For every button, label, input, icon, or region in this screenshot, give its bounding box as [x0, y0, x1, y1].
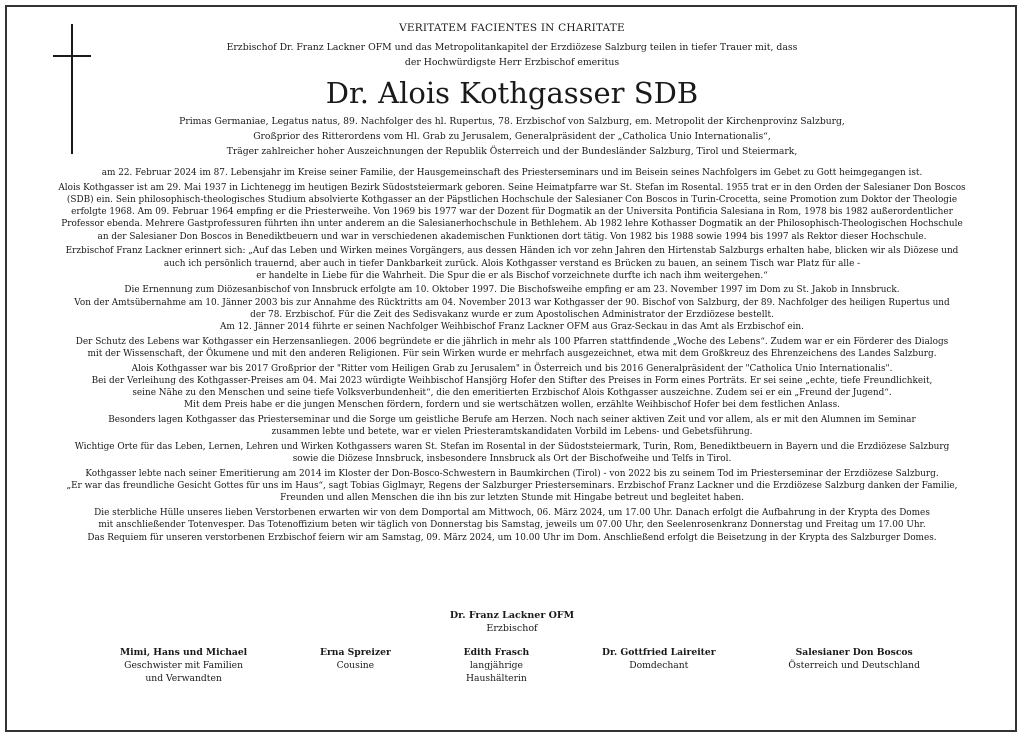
paragraph-line: Besonders lagen Kothgasser das Priesterseminar und die Sorge um geistliche Berufe am Herzen. Noch nach seiner aktiven Zeit und vor allem, als er mit den Alumnen im Seminar — [108, 415, 916, 426]
title-line: Großprior des Ritterordens vom Hl. Grab zu Jerusalem, Generalpräsident der „Catholica Unio Internationalis“, — [253, 131, 771, 142]
paragraph — [25, 507, 999, 544]
paragraph-line: Freunden und allen Menschen die ihn bis zur letzten Stunde mit Hingabe betreut und begleitet haben. — [280, 493, 744, 504]
paragraph — [25, 336, 999, 361]
paragraph-line: zusammen lebte und betete, war er vielen Priesteramtskandidaten Vorbild im Lebens- und Gebetsführung. — [271, 427, 753, 438]
paragraph-line: auch ich persönlich trauernd, aber auch in tiefer Dankbarkeit zurück. Alois Kothgasser verstand es Brücken zu bauen, an seinem Tisch war Platz für alle - — [163, 258, 861, 269]
paragraph-line: seine Nähe zu den Menschen und seine tiefe Volksverbundenheit“, die den emeritierten Erzbischof Alois Kothgasser auszeichne. Zudem sei er ein „Freund der Jugend“. — [132, 388, 892, 399]
obituary-body — [25, 167, 999, 546]
paragraph-line: Bei der Verleihung des Kothgasser-Preises am 04. Mai 2023 würdigte Weihbischof Hansjörg Hofer den Stifter des Preises in Form eines Porträts. Er sei seine „echte, tiefe Freundlichkeit, — [91, 375, 933, 386]
paragraph-line: sowie die Diözese Innsbruck, insbesondere Innsbruck als Ort der Bischofweihe und Telfs in Tirol. — [292, 454, 732, 465]
paragraph-line: mit anschließender Totenvesper. Das Totenoffizium beten wir täglich von Donnerstag bis Samstag, jeweils um 07.00 Uhr, den Seelenrosenkranz Donnerstag und Freitag um 17.00 Uhr. — [98, 520, 926, 531]
paragraph-line: mit der Wissenschaft, der Ökumene und mit den anderen Religionen. Für sein Wirken wurde er mehrfach ausgezeichnet, etwa mit dem Großkreuz des Ehrenzeichens des Landes Salzburg. — [87, 349, 937, 360]
mourner — [464, 646, 530, 685]
mourner-relation: Geschwister mit Familien — [124, 660, 244, 671]
intro-text — [0, 40, 1024, 70]
intro-line: der Hochwürdigste Herr Erzbischof emeritus — [404, 57, 620, 68]
mourner-name: Edith Frasch — [463, 647, 530, 658]
mourner-relation: Domdechant — [629, 660, 689, 671]
intro-line: Erzbischof Dr. Franz Lackner OFM und das Metropolitankapitel der Erzdiözese Salzburg teilen in tiefer Trauer mit, dass — [226, 42, 798, 53]
paragraph — [25, 441, 999, 466]
paragraph-line: Von der Amtsübernahme am 10. Jänner 2003 bis zur Annahme des Rücktritts am 04. November 2013 war Kothgasser der 90. Bischof von Salzburg, der 89. Nachfolger des heiligen Rupertus und — [74, 297, 950, 308]
mourner — [788, 646, 920, 685]
mourner-relation: Cousine — [336, 660, 375, 671]
paragraph — [25, 284, 999, 333]
mourner-name: Mimi, Hans und Michael — [120, 647, 248, 658]
paragraph-line: (SDB) ein. Sein philosophisch-theologisches Studium absolvierte Kothgasser an der Päpstlichen Hochschule der Salesianer Con Boscos in Turin-Crocetta, seine Promotion zum Doktor der Theologie — [66, 194, 958, 205]
mourner-name: Dr. Gottfried Laireiter — [602, 647, 716, 658]
paragraph-line: Die sterbliche Hülle unseres lieben Verstorbenen erwarten wir von dem Domportal am Mittwoch, 06. März 2024, um 17.00 Uhr. Danach erfolgt die Aufbahrung in der Krypta des Domes — [94, 508, 930, 519]
paragraph-line: an der Salesianer Don Boscos in Benediktbeuern und war in verschiedenen akademischen Funktionen dort tätig. Von 1982 bis 1988 sowie 1994 bis 1997 als Rektor dieser Hochschule. — [97, 231, 927, 242]
paragraph-line: „Er war das freundliche Gesicht Gottes für uns im Haus“, sagt Tobias Giglmayr, Regens der Salzburger Priesterseminars. Erzbischof Franz Lackner und die Erzdiözese Salzburg danken der Familie, — [66, 481, 958, 492]
paragraph-line: Kothgasser lebte nach seiner Emeritierung am 2014 im Kloster der Don-Bosco-Schwestern in Baumkirchen (Tirol) - von 2022 bis zu seinem Tod im Priesterseminar der Erzdiözese Salzburg. — [85, 468, 939, 479]
mourner-name: Erna Spreizer — [319, 647, 391, 658]
paragraph — [25, 167, 999, 179]
signatory-name: Dr. Franz Lackner OFM — [449, 610, 575, 621]
mourner — [602, 646, 716, 685]
paragraph — [25, 468, 999, 505]
paragraph-line: Professor ebenda. Mehrere Gastprofessuren führten ihn unter anderem an die Salesianerhochschule in Bethlehem. Ab 1982 lehre Kothasser Dogmatik an der Philosophisch-Theologischen Hochschule — [61, 219, 963, 230]
mourner-relation: Haushälterin — [465, 673, 527, 684]
paragraph-line: Der Schutz des Lebens war Kothgasser ein Herzensanliegen. 2006 begründete er die jährlich in mehr als 100 Pfarren stattfindende „Woche des Lebens“. Zudem war er ein Förderer des Dialogs — [75, 336, 949, 347]
paragraph-line: erfolgte 1968. Am 09. Februar 1964 empfing er die Priesterweihe. Von 1969 bis 1977 war der Dozent für Dogmatik an der Universita Pontificia Salesiana in Rom, 1978 bis 1982 außerordentlicher — [71, 207, 953, 218]
paragraph-line: am 22. Februar 2024 im 87. Lebensjahr im Kreise seiner Familie, der Hausgemeinschaft des Priesterseminars und im Beisein seines Nachfolgers im Gebet zu Gott heimgegangen ist. — [101, 168, 923, 178]
mourner-relation: langjährige — [469, 660, 523, 671]
mourner — [120, 646, 247, 685]
paragraph-line: Alois Kothgasser ist am 29. Mai 1937 in Lichtenegg im heutigen Bezirk Südoststeiermark geboren. Seine Heimatpfarre war St. Stefan im Rosental. 1955 trat er in den Orden der Salesianer Don Boscos — [58, 182, 966, 193]
deceased-name: Dr. Alois Kothgasser SDB — [325, 76, 699, 110]
signature-block — [0, 609, 1024, 635]
titles-block — [0, 114, 1024, 159]
paragraph — [25, 182, 999, 243]
paragraph-line: Am 12. Jänner 2014 führte er seinen Nachfolger Weihbischof Franz Lackner OFM aus Graz-Seckau in das Amt als Erzbischof ein. — [220, 322, 804, 333]
paragraph-line: Mit dem Preis habe er die jungen Menschen fördern, fordern und sie wertschätzen wollen, erzählte Weihbischof Hofer bei dem festlichen Anlass. — [184, 400, 840, 411]
motto: VERITATEM FACIENTES IN CHARITATE — [399, 22, 625, 34]
paragraph-line: der 78. Erzbischof. Für die Zeit des Sedisvakanz wurde er zum Apostolischen Administrator der Erzdiözese bestellt. — [250, 309, 774, 320]
paragraph-line: Erzbischof Franz Lackner erinnert sich: „Auf das Leben und Wirken meines Vorgängers, aus dessen Händen ich vor zehn Jahren den Hirtenstab Salzburgs erhalten habe, blicken wir als Diözese und — [65, 246, 959, 257]
paragraph — [25, 245, 999, 282]
paragraph-line: Die Ernennung zum Diözesanbischof von Innsbruck erfolgte am 10. Oktober 1997. Die Bischofsweihe empfing er am 23. November 1997 im Dom zu St. Jakob in Innsbruck. — [124, 285, 900, 296]
mourner-relation: Österreich und Deutschland — [788, 660, 920, 671]
mourners-list — [120, 646, 920, 685]
signatory-role: Erzbischof — [486, 623, 538, 634]
paragraph — [25, 363, 999, 412]
title-line: Träger zahlreicher hoher Auszeichnungen der Republik Österreich und der Bundesländer Salzburg, Tirol und Steiermark, — [226, 146, 798, 157]
paragraph — [25, 414, 999, 439]
mourner-name: Salesianer Don Boscos — [795, 647, 913, 658]
paragraph-line: Das Requiem für unseren verstorbenen Erzbischof feiern wir am Samstag, 09. März 2024, um 10.00 Uhr im Dom. Anschließend erfolgt die Beisetzung in der Krypta des Salzburger Domes. — [87, 532, 937, 543]
title-line: Primas Germaniae, Legatus natus, 89. Nachfolger des hl. Rupertus, 78. Erzbischof von Salzburg, em. Metropolit der Kirchenprovinz Salzburg, — [179, 116, 845, 127]
mourner — [320, 646, 391, 685]
mourner-relation: und Verwandten — [145, 673, 222, 684]
paragraph-line: er handelte in Liebe für die Wahrheit. Die Spur die er als Bischof vorzeichnete durfte ich nach ihm weitergehen.“ — [256, 270, 768, 281]
paragraph-line: Alois Kothgasser war bis 2017 Großprior der "Ritter vom Heiligen Grab zu Jerusalem" in Österreich und bis 2016 Generalpräsident der "Catholica Unio Internationalis". — [131, 363, 893, 374]
paragraph-line: Wichtige Orte für das Leben, Lernen, Lehren und Wirken Kothgassers waren St. Stefan im Rosental in der Südoststeiermark, Turin, Rom, Benediktbeuern in Bayern und die Erzdiözese Salzburg — [74, 441, 950, 452]
